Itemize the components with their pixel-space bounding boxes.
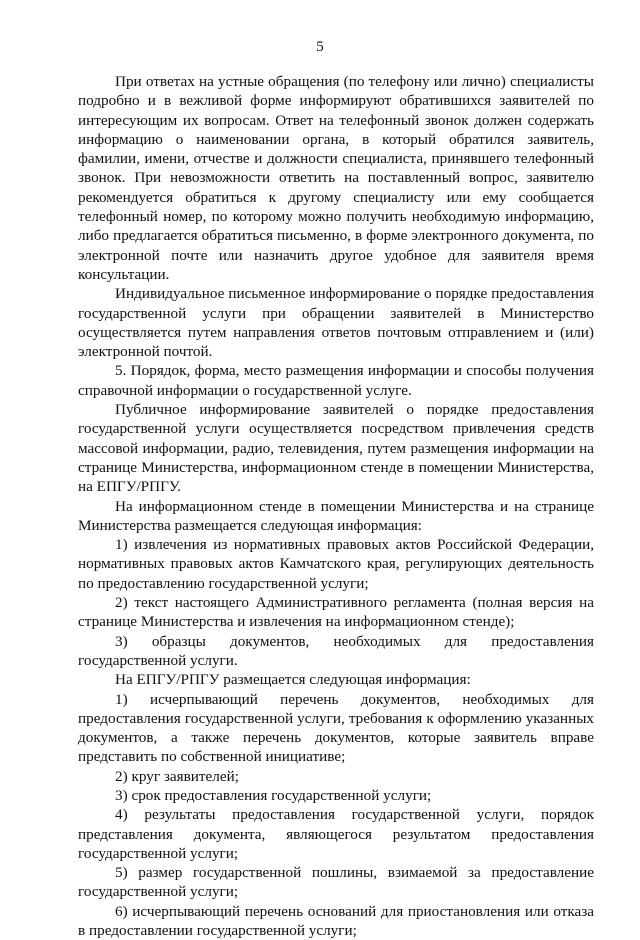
list-item-stand-3: 3) образцы документов, необходимых для предоставления государственной услуги.: [78, 632, 594, 669]
paragraph-public-informing: Публичное информирование заявителей о порядке предоставления государственной услуги осуществляется посредством привлечения средств массовой информации, радио, телевидения, путем размещения информации на странице Министерства, информационном стенде в помещении Министерства, на ЕПГУ/РПГУ.: [78, 401, 594, 496]
paragraph-portal-intro: На ЕПГУ/РПГУ размещается следующая информация:: [115, 671, 471, 689]
paragraph-written-informing: Индивидуальное письменное информирование о порядке предоставления государственной услуги при обращении заявителей в Министерство осуществляется путем направления ответов почтовым отправлением и (или) электронной почтой.: [78, 285, 594, 361]
list-item-stand-2: 2) текст настоящего Административного регламента (полная версия на странице Министерства и извлечения на информационном стенде);: [78, 594, 594, 631]
list-item-portal-4: 4) результаты предоставления государственной услуги, порядок представления документа, являющегося результатом предоставления государственной услуги;: [78, 806, 594, 862]
paragraph-section-5-heading: 5. Порядок, форма, место размещения информации и способы получения справочной информации о государственной услуге.: [78, 362, 594, 399]
list-item-portal-1: 1) исчерпывающий перечень документов, необходимых для предоставления государственной услуги, требования к оформлению указанных документов, а также перечень документов, которые заявитель вправе представить по собственной инициативе;: [78, 690, 594, 766]
list-item-portal-2: 2) круг заявителей;: [115, 767, 239, 785]
list-item-portal-6: 6) исчерпывающий перечень оснований для приостановления или отказа в предоставлении государственной услуги;: [78, 902, 594, 940]
list-item-stand-1: 1) извлечения из нормативных правовых актов Российской Федерации, нормативных правовых актов Камчатского края, регулирующих деятельность по предоставлению государственной услуги;: [78, 536, 594, 592]
page-number: 5: [316, 39, 324, 55]
document-body: [78, 72, 594, 940]
paragraph-stand-intro: На информационном стенде в помещении Министерства и на странице Министерства размещается следующая информация:: [78, 497, 594, 534]
paragraph-oral-inquiries: При ответах на устные обращения (по телефону или лично) специалисты подробно и в вежливой форме информируют обратившихся заявителей по интересующим их вопросам. Ответ на телефонный звонок должен содержать информацию о наименовании органа, в который обратился заявитель, фамилии, имени, отчестве и должности специалиста, принявшего телефонный звонок. При невозможности ответить на поставленный вопрос, заявителю рекомендуется обратиться к другому специалисту или ему сообщается телефонный номер, по которому можно получить необходимую информацию, либо предлагается обратиться письменно, в форме электронного документа, по электронной почте или назначить другое удобное для заявителя время консультации.: [78, 73, 594, 283]
list-item-portal-5: 5) размер государственной пошлины, взимаемой за предоставление государственной услуги;: [78, 864, 594, 901]
list-item-portal-3: 3) срок предоставления государственной услуги;: [115, 786, 432, 804]
